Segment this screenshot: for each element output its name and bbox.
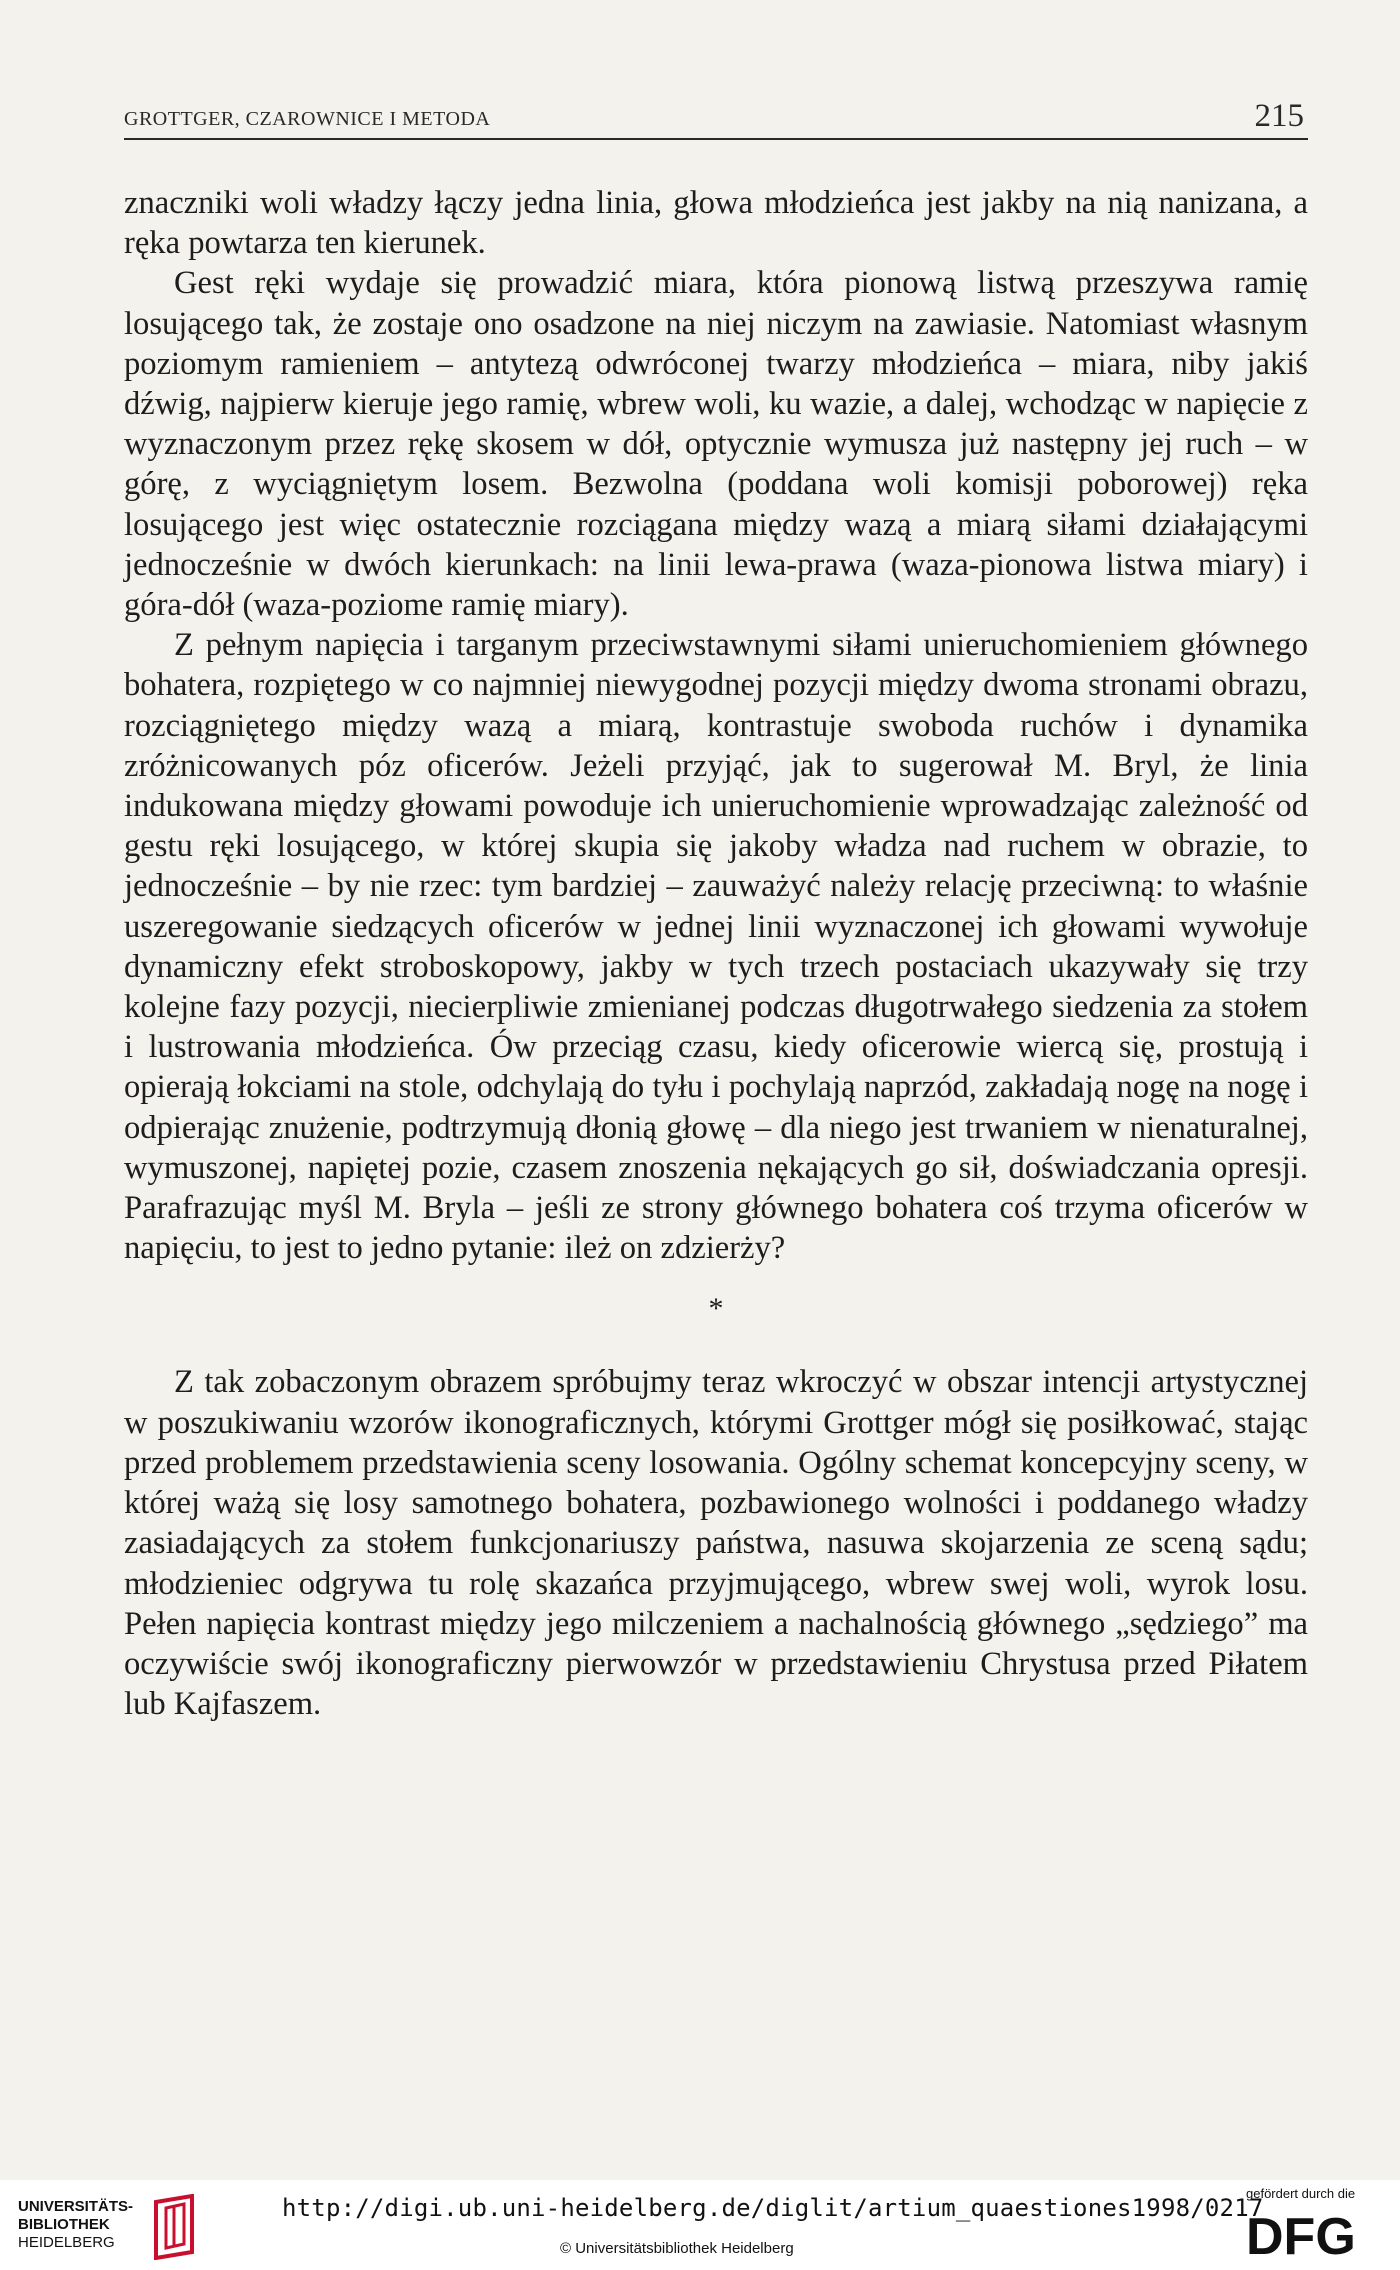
running-title: GROTTGER, CZAROWNICE I METODA <box>124 108 491 130</box>
section-separator: * <box>708 1292 724 1326</box>
running-head <box>124 92 1308 140</box>
dfg-logo-icon[interactable] <box>1246 2206 1376 2260</box>
library-logo[interactable] <box>18 2194 198 2260</box>
page-number: 215 <box>1254 98 1304 134</box>
permalink-url[interactable]: http://digi.ub.uni-heidelberg.de/diglit/artium_quaestiones1998/0217 <box>282 2194 1264 2222</box>
library-name <box>18 2198 133 2252</box>
library-city: HEIDELBERG <box>18 2234 115 2251</box>
dfg-logo-text: DFG <box>1246 2208 1356 2260</box>
digitization-footer <box>0 2180 1400 2270</box>
paragraph: Gest ręki wydaje się prowadzić miara, która pionową listwą przeszywa ramię losującego tak, że zostaje ono osadzone na niej niczym na zawiasie. Natomiast własnym poziomym ramieniem – antytezą odwróconej twarzy młodzieńca – miara, niby jakiś dźwig, najpierw kieruje jego ramię, wbrew woli, ku wazie, a dalej, wchodząc w napięcie z wyznaczonym przez rękę skosem w dół, optycznie wymusza już następny jej ruch – w górę, z wyciągniętym losem. Bezwolna (poddana woli komisji poborowej) ręka losującego jest więc ostatecznie rozciągana między wazą a miarą siłami działającymi jednocześnie w dwóch kierunkach: na linii lewa-prawa (waza-pionowa listwa miary) i góra-dół (waza-poziome ramię miary). <box>124 265 1308 624</box>
paragraph: Z pełnym napięcia i targanym przeciwstawnymi siłami unieruchomieniem głównego bohatera, rozpiętego w co najmniej niewygodnej pozycji między dwoma stronami obrazu, rozciągniętego między wazą a miarą, kontrastuje swoboda ruchów i dynamika zróżnicowanych póz oficerów. Jeżeli przyjąć, jak to sugerował M. Bryl, że linia indukowana między głowami powoduje ich unieruchomienie wprowadzając zależność od gestu ręki losującego, w której skupia się jakoby władza nad ruchem w obrazie, to jednocześnie – by nie rzec: tym bardziej – zauważyć należy relację przeciwną: to właśnie uszeregowanie siedzących oficerów w jednej linii wyznaczonej ich głowami wywołuje dynamiczny efekt stroboskopowy, jakby w tych trzech postaciach ukazywały się trzy kolejne fazy pozycji, niecierpliwie zmienianej podczas długotrwałego siedzenia za stołem i lustrowania młodzieńca. Ów przeciąg czasu, kiedy oficerowie wiercą się, prostują i opierają łokciami na stole, odchylają do tyłu i pochylają naprzód, zakładają nogę na nogę i odpierając znużenie, podtrzymują dłonią głowę – dla niego jest trwaniem w nienaturalnej, wymuszonej, napiętej pozie, czasem znoszenia nękających go sił, doświadczania opresji. Parafrazując myśl M. Bryla – jeśli ze strony głównego bohatera coś trzyma oficerów w napięciu, to jest to jedno pytanie: ileż on zdzierży? <box>124 627 1308 1267</box>
copyright-notice: © Universitätsbibliothek Heidelberg <box>560 2240 794 2257</box>
funding-note: gefördert durch die <box>1246 2186 1356 2201</box>
paragraph: znaczniki woli władzy łączy jedna linia, głowa młodzieńca jest jakby na nią nanizana, a ręka powtarza ten kierunek. <box>124 185 1308 262</box>
body-text <box>124 183 1308 1724</box>
library-name-line2: BIBLIOTHEK <box>18 2216 110 2233</box>
library-mark-icon <box>146 2194 202 2260</box>
library-name-line1: UNIVERSITÄTS- <box>18 2198 134 2215</box>
paragraph: Z tak zobaczonym obrazem spróbujmy teraz wkroczyć w obszar intencji artystycznej w poszukiwaniu wzorów ikonograficznych, którymi Grottger mógł się posiłkować, stając przed problemem przedstawienia sceny losowania. Ogólny schemat koncepcyjny sceny, w której ważą się losy samotnego bohatera, pozbawionego wolności i poddanego władzy zasiadających za stołem funkcjonariuszy państwa, nasuwa skojarzenia ze sceną sądu; młodzieniec odgrywa tu rolę skazańca przyjmującego, wbrew swej woli, wyrok losu. Pełen napięcia kontrast między jego milczeniem a nachalnością głównego „sędziego” ma oczywiście swój ikonograficzny pierwowzór w przedstawieniu Chrystusa przed Piłatem lub Kajfaszem. <box>124 1364 1308 1723</box>
